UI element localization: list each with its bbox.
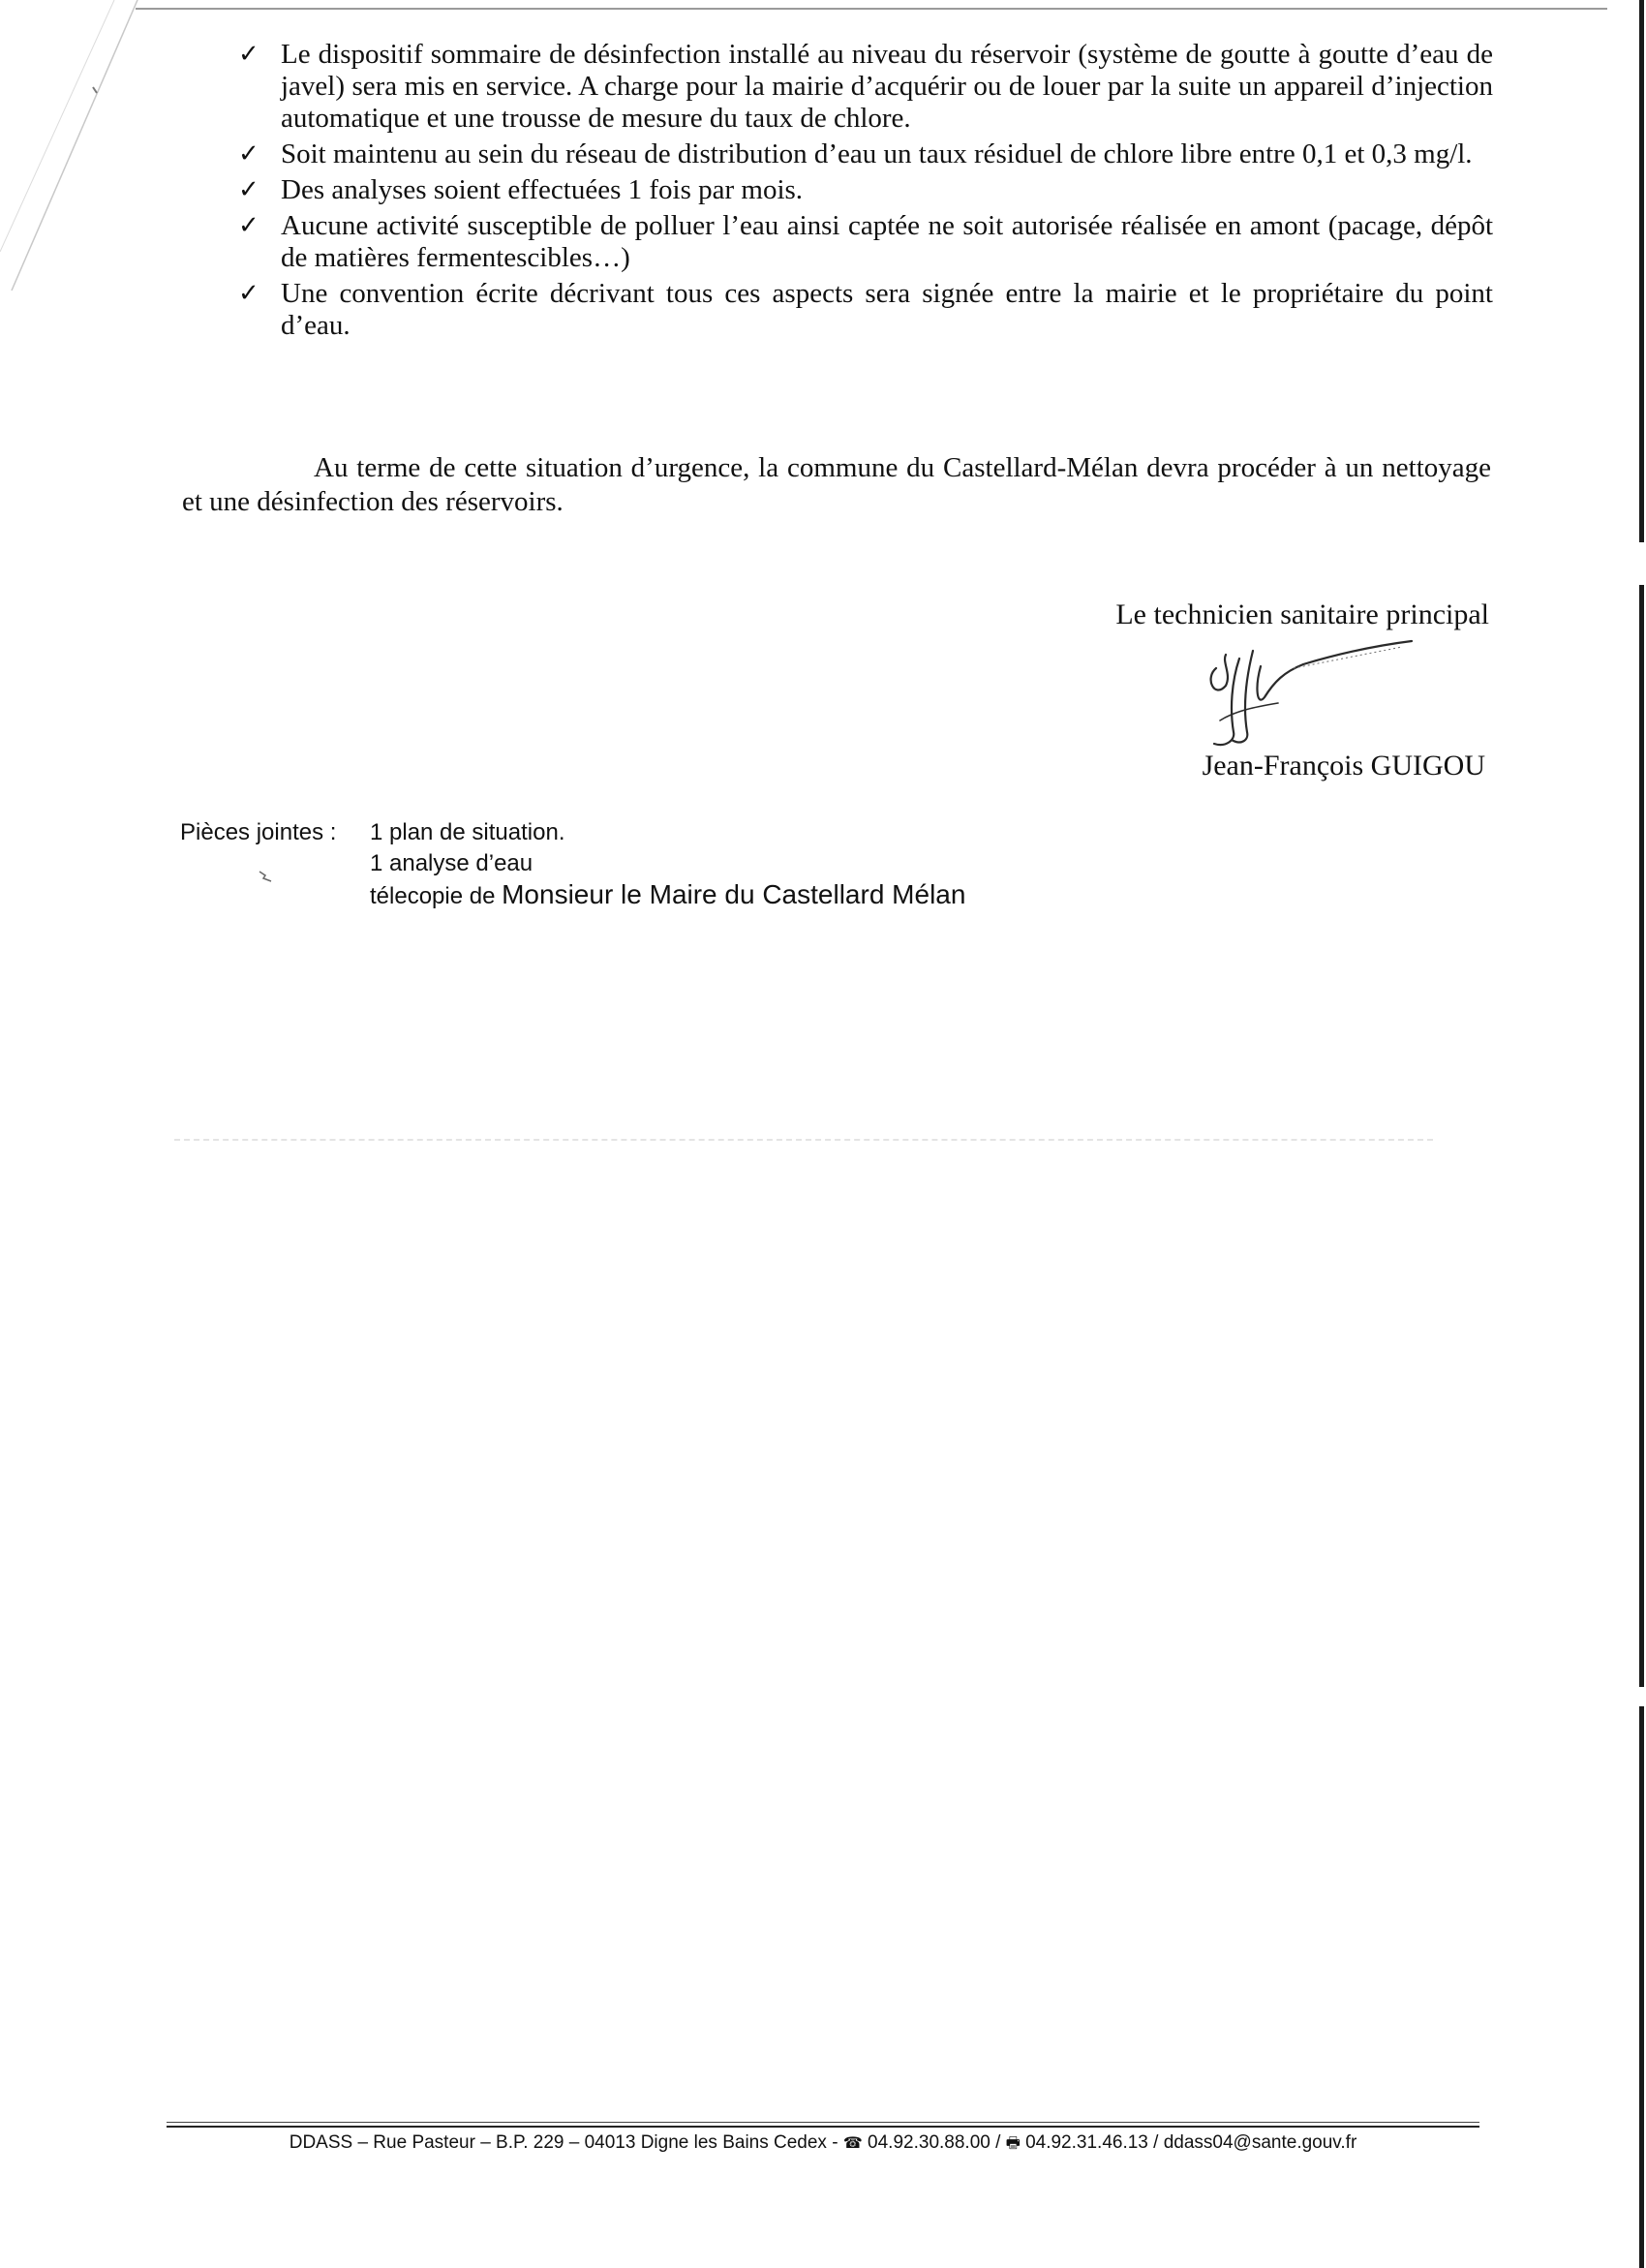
list-item <box>232 278 1493 342</box>
paper-fold-line <box>174 1139 1433 1141</box>
list-item-text: Une convention écrite décrivant tous ces aspects sera signée entre la mairie et le propriétaire du point d’eau. <box>281 278 1493 341</box>
closing-paragraph: Au terme de cette situation d’urgence, la commune du Castellard-Mélan devra procéder à un nettoyage et une désinfection des réservoirs. <box>182 452 1491 517</box>
attachment-item-recipient: Monsieur le Maire du Castellard Mélan <box>502 879 966 909</box>
stray-ink-mark <box>258 870 275 883</box>
list-item-text: Des analyses soient effectuées 1 fois par mois. <box>281 174 804 205</box>
footer-rule <box>167 2126 1479 2128</box>
checkmark-icon: ✓ <box>238 211 259 240</box>
attachment-item: 1 plan de situation. <box>370 819 565 845</box>
scan-edge-mark <box>1639 585 1644 1687</box>
scan-edge-mark <box>1639 0 1644 542</box>
top-scan-rule <box>136 8 1607 10</box>
requirements-list <box>232 39 1493 346</box>
attachment-row <box>180 879 965 910</box>
footer-fax: 04.92.31.46.13 <box>1025 2132 1148 2153</box>
footer-address: DDASS – Rue Pasteur – B.P. 229 – 04013 Digne les Bains Cedex - <box>289 2132 843 2153</box>
scan-edge-mark <box>1639 1706 1644 2268</box>
attachment-item: 1 analyse d’eau <box>370 850 533 876</box>
list-item <box>232 210 1493 274</box>
list-item-text: Le dispositif sommaire de désinfection installé au niveau du réservoir (système de goutte à goutte d’eau de javel) sera mis en service. A charge pour la mairie d’acquérir ou de louer par la suite un appareil d’injection automatique et une trousse de mesure du taux de chlore. <box>281 39 1493 134</box>
checkmark-icon: ✓ <box>238 40 259 69</box>
checkmark-icon: ✓ <box>238 139 259 169</box>
fax-icon: 🖶 <box>1005 2133 1021 2152</box>
handwritten-signature <box>1197 639 1419 753</box>
footer-rule <box>167 2122 1479 2123</box>
phone-icon: ☎ <box>842 2133 863 2152</box>
attachments-block <box>180 817 965 910</box>
footer-separator: / <box>990 2132 1006 2153</box>
attachment-row <box>180 817 965 848</box>
checkmark-icon: ✓ <box>238 279 259 308</box>
attachment-item-prefix: télecopie de <box>370 883 496 909</box>
list-item-text: Aucune activité susceptible de polluer l’eau ainsi captée ne soit autorisée réalisée en amont (pacage, dépôt de matières fermentescibles…) <box>281 210 1493 273</box>
attachments-label: Pièces jointes : <box>180 819 337 845</box>
signer-name: Jean-François GUIGOU <box>1202 750 1485 782</box>
footer-contact <box>0 2132 1646 2159</box>
list-item <box>232 174 1493 206</box>
list-item-text: Soit maintenu au sein du réseau de distribution d’eau un taux résiduel de chlore libre entre 0,1 et 0,3 mg/l. <box>281 138 1473 169</box>
footer-phone: 04.92.30.88.00 <box>868 2132 991 2153</box>
list-item <box>232 138 1493 170</box>
list-item <box>232 39 1493 135</box>
checkmark-icon: ✓ <box>238 175 259 204</box>
scan-corner-fold <box>0 0 145 310</box>
footer-email: ddass04@sante.gouv.fr <box>1163 2132 1357 2153</box>
attachment-row <box>180 848 965 879</box>
footer-separator: / <box>1147 2132 1164 2153</box>
signer-title: Le technicien sanitaire principal <box>1115 598 1489 630</box>
